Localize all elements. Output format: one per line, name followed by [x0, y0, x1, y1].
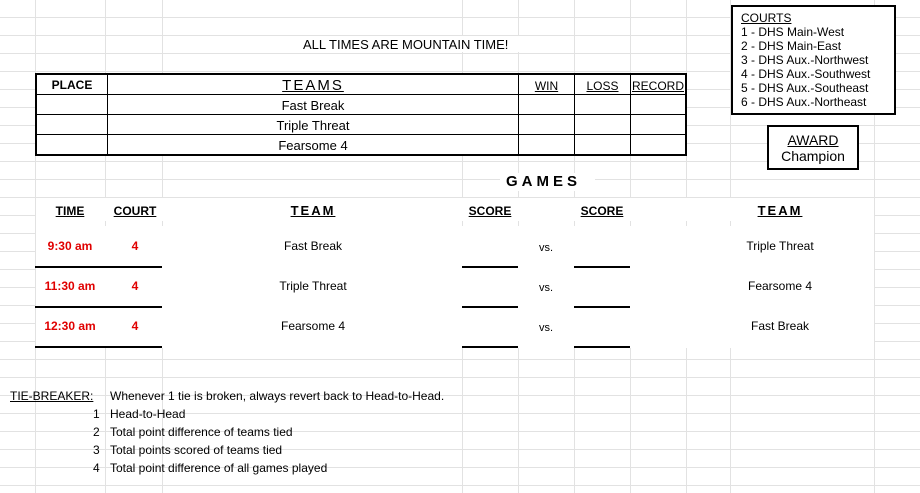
game-vs: vs. — [538, 282, 554, 294]
game-team2: Fearsome 4 — [747, 279, 813, 293]
standings-place-header: PLACE — [51, 78, 93, 92]
game-court: 4 — [131, 279, 139, 293]
game-vs: vs. — [538, 242, 554, 254]
court-item: 6 - DHS Aux.-Northeast — [741, 95, 867, 109]
game-court: 4 — [131, 319, 139, 333]
tiebreaker-rule-text: Total point difference of teams tied — [110, 425, 293, 439]
award-box — [767, 125, 859, 170]
standings-team-name: Triple Threat — [276, 118, 350, 133]
games-court-header: COURT — [113, 204, 157, 218]
standings-table — [35, 73, 687, 156]
standings-record-header: RECORD — [631, 79, 684, 93]
score-cell[interactable] — [575, 308, 629, 345]
game-time: 12:30 am — [44, 319, 96, 333]
game-court: 4 — [131, 239, 139, 253]
games-team2-header: TEAM — [757, 203, 803, 218]
court-item: 3 - DHS Aux.-Northwest — [741, 53, 869, 67]
standings-team-name: Fast Break — [281, 98, 345, 113]
game-time: 9:30 am — [47, 239, 93, 253]
mountain-time-notice: ALL TIMES ARE MOUNTAIN TIME! — [303, 37, 509, 52]
tiebreaker-rule-number: 3 — [93, 443, 100, 457]
game-team1: Triple Threat — [279, 279, 347, 293]
courts-title: COURTS — [741, 11, 792, 25]
game-team2: Fast Break — [750, 319, 810, 333]
tiebreaker-rule-text: Total points scored of teams tied — [110, 443, 283, 457]
tiebreaker-rule-text: Total point difference of all games played — [110, 461, 328, 475]
standings-win-header: WIN — [534, 79, 559, 93]
tiebreaker-label: TIE-BREAKER: — [10, 389, 94, 403]
court-item: 5 - DHS Aux.-Southeast — [741, 81, 869, 95]
games-score2-header: SCORE — [580, 204, 624, 218]
standings-team-name: Fearsome 4 — [278, 138, 348, 153]
court-item: 1 - DHS Main-West — [741, 25, 845, 39]
score-cell[interactable] — [463, 228, 517, 265]
score-cell[interactable] — [463, 308, 517, 345]
games-time-header: TIME — [55, 204, 85, 218]
games-title: GAMES — [506, 173, 582, 190]
award-title: AWARD — [787, 132, 839, 148]
score-cell[interactable] — [575, 268, 629, 305]
tiebreaker-rule-text: Head-to-Head — [110, 407, 186, 421]
score-cell[interactable] — [463, 268, 517, 305]
game-time: 11:30 am — [44, 279, 96, 293]
standings-teams-header: TEAMS — [282, 77, 344, 94]
game-team2: Triple Threat — [746, 239, 814, 253]
court-item: 4 - DHS Aux.-Southwest — [741, 67, 871, 81]
award-value: Champion — [781, 148, 845, 164]
games-score1-header: SCORE — [468, 204, 512, 218]
tiebreaker-rule-number: 1 — [93, 407, 100, 421]
game-team1: Fast Break — [283, 239, 343, 253]
standings-loss-header: LOSS — [586, 79, 619, 93]
tiebreaker-intro: Whenever 1 tie is broken, always revert back to Head-to-Head. — [110, 389, 445, 403]
game-vs: vs. — [538, 322, 554, 334]
game-team1: Fearsome 4 — [280, 319, 346, 333]
score-cell[interactable] — [575, 228, 629, 265]
courts-box — [731, 5, 896, 115]
games-team1-header: TEAM — [290, 203, 336, 218]
tiebreaker-rule-number: 4 — [93, 461, 100, 475]
court-item: 2 - DHS Main-East — [741, 39, 842, 53]
tiebreaker-rule-number: 2 — [93, 425, 100, 439]
